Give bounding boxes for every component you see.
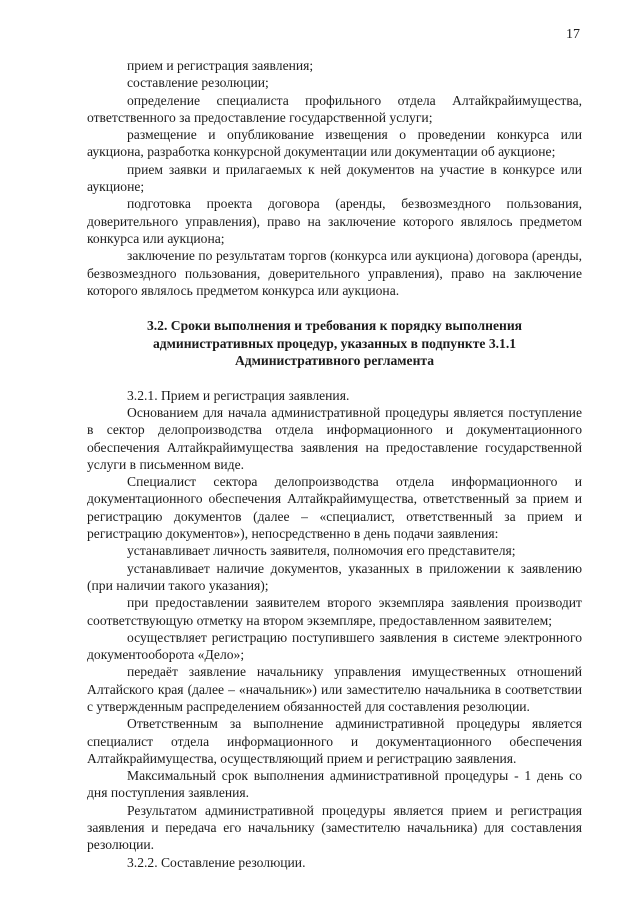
section-heading <box>87 317 582 370</box>
paragraph: Максимальный срок выполнения административной процедуры - 1 день со дня поступления заявления. <box>87 768 582 801</box>
section-heading-line: 3.2. Сроки выполнения и требования к порядку выполнения <box>146 318 523 334</box>
section-heading-line: административных процедур, указанных в подпункте 3.1.1 <box>152 335 517 351</box>
list-item: заключение по результатам торгов (конкурса или аукциона) договора (аренды, безвозмездного пользования, доверительного управления), право на заключение которого являлось предметом конкурса или аукциона. <box>87 248 582 298</box>
paragraph: Ответственным за выполнение административной процедуры является специалист отдела информационного и документационного обеспечения Алтайкрайимущества, осуществляющий прием и регистрацию заявления. <box>87 716 582 766</box>
list-item: устанавливает личность заявителя, полномочия его представителя; <box>127 543 516 559</box>
page-number: 17 <box>566 27 580 42</box>
list-item: определение специалиста профильного отдела Алтайкрайимущества, ответственного за предоставление государственной услуги; <box>87 92 582 125</box>
document-body <box>87 57 582 871</box>
list-item: прием и регистрация заявления; <box>127 58 314 73</box>
list-item: подготовка проекта договора (аренды, безвозмездного пользования, доверительного управления), право на заключение которого являлось предметом конкурса или аукциона; <box>87 196 582 246</box>
list-item: составление резолюции; <box>127 75 269 91</box>
list-item: прием заявки и прилагаемых к ней документов на участие в конкурсе или аукционе; <box>87 161 582 195</box>
paragraph: Специалист сектора делопроизводства отдела информационного и документационного обеспечения Алтайкрайимущества, ответственный за прием и регистрацию документов (далее – «специалист, ответственный за прием и регистрацию документов»), непосредственно в день подачи заявления: <box>87 474 582 542</box>
subsection-title: 3.2.2. Составление резолюции. <box>127 854 306 870</box>
list-item: осуществляет регистрацию поступившего заявления в системе электронного документооборота «Дело»; <box>87 629 582 663</box>
list-item: передаёт заявление начальнику управления имущественных отношений Алтайского края (далее – «начальник») или заместителю начальника в соответствии с утвержденным распределением обязанностей для составления резолюции. <box>87 664 582 714</box>
list-item: при предоставлении заявителем второго экземпляра заявления производит соответствующую отметку на втором экземпляре, предоставленном заявителем; <box>87 595 582 628</box>
list-item: устанавливает наличие документов, указанных в приложении к заявлению (при наличии такого указания); <box>87 560 582 593</box>
subsection-title: 3.2.1. Прием и регистрация заявления. <box>127 387 350 403</box>
list-item: размещение и опубликование извещения о проведении конкурса или аукциона, разработка конкурсной документации или документации об аукционе; <box>87 127 582 160</box>
paragraph: Основанием для начала административной процедуры является поступление в сектор делопроизводства отдела информационного и документационного обеспечения Алтайкрайимущества заявления на предоставление государственной услуги в письменном виде. <box>87 404 582 472</box>
section-heading-line: Административного регламента <box>234 353 435 369</box>
paragraph: Результатом административной процедуры является прием и регистрация заявления и передача его начальнику (заместителю начальника) для составления резолюции. <box>87 802 582 853</box>
